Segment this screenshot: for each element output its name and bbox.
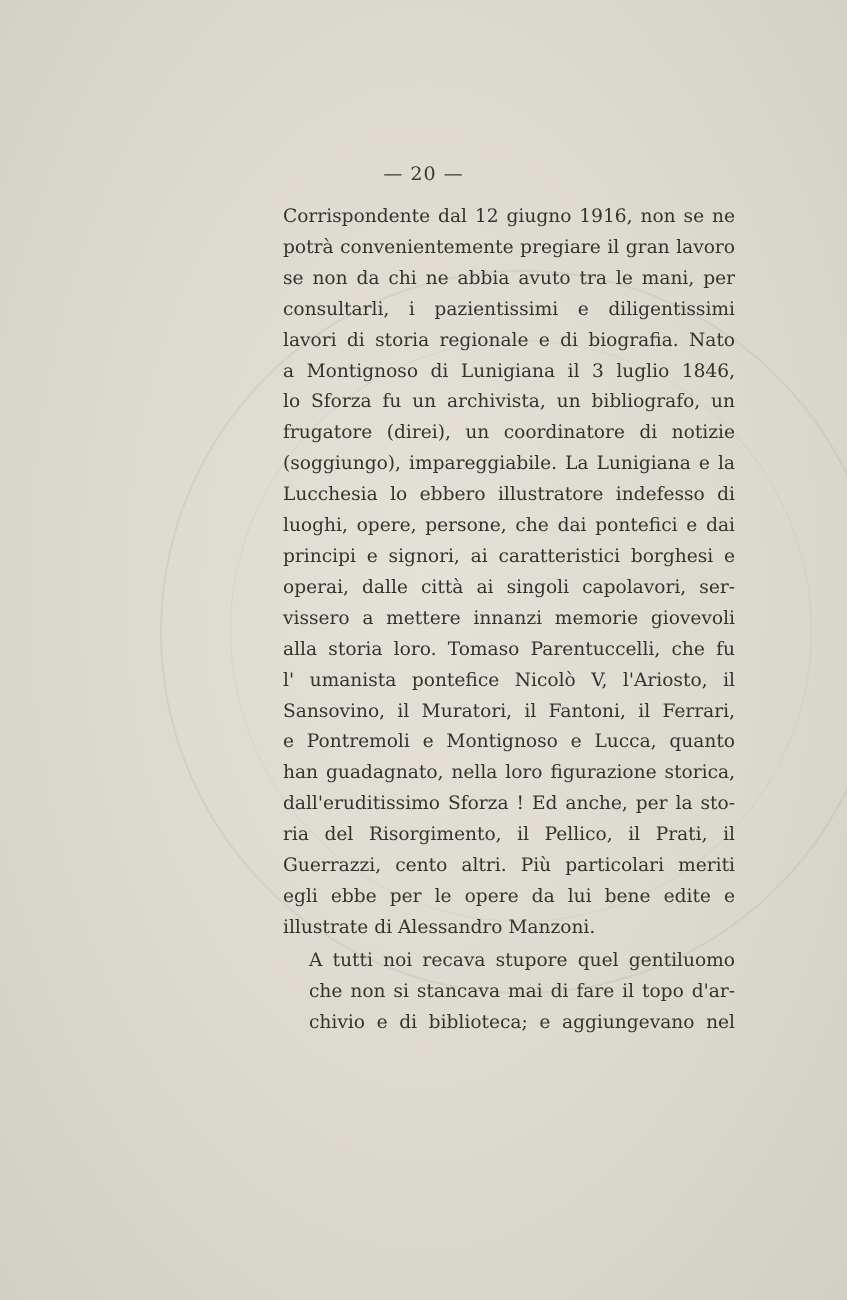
text-line: dall'eruditissimo Sforza ! Ed anche, per la sto- [283, 793, 735, 815]
text-line: vissero a mettere innanzi memorie giovevoli [283, 607, 735, 629]
text-line: (soggiungo), impareggiabile. La Lunigiana e la [283, 453, 735, 475]
text-line: se non da chi ne abbia avuto tra le mani, per [283, 267, 735, 289]
text-line: alla storia loro. Tomaso Parentuccelli, che fu [283, 638, 735, 660]
text-line: l' umanista pontefice Nicolò V, l'Ariosto, il [283, 669, 735, 691]
text-line: Sansovino, il Muratori, il Fantoni, il Ferrari, [283, 700, 735, 722]
text-line: Lucchesia lo ebbero illustratore indefesso di [283, 484, 735, 506]
text-line: consultarli, i pazientissimi e diligentissimi [283, 298, 735, 320]
page-number-label: — 20 — [383, 163, 464, 185]
text-line: egli ebbe per le opere da lui bene edite e [283, 885, 735, 907]
text-line: lo Sforza fu un archivista, un bibliografo, un [283, 391, 735, 413]
text-line: principi e signori, ai caratteristici borghesi e [283, 545, 735, 567]
text-line: a Montignoso di Lunigiana il 3 luglio 1846, [283, 360, 735, 382]
text-line: luoghi, opere, persone, che dai pontefici e dai [283, 515, 735, 537]
paragraph-2 [283, 946, 735, 1039]
text-line: frugatore (direi), un coordinatore di notizie [283, 422, 735, 444]
text-line: ria del Risorgimento, il Pellico, il Prati, il [283, 824, 735, 846]
paragraph-1 [283, 202, 735, 944]
text-line: che non si stancava mai di fare il topo d'ar- [309, 980, 735, 1002]
page-number [0, 163, 847, 185]
text-line: potrà convenientemente pregiare il gran lavoro [283, 236, 735, 258]
text-line: operai, dalle città ai singoli capolavori, ser- [283, 576, 735, 598]
text-line: A tutti noi recava stupore quel gentiluomo [309, 949, 735, 971]
text-line: Corrispondente dal 12 giugno 1916, non se ne [283, 206, 735, 227]
text-line: illustrate di Alessandro Manzoni. [283, 916, 596, 938]
text-line: han guadagnato, nella loro figurazione storica, [283, 762, 735, 784]
text-line: e Pontremoli e Montignoso e Lucca, quanto [283, 731, 735, 753]
text-line: Guerrazzi, cento altri. Più particolari meriti [283, 855, 735, 877]
body-text [283, 202, 735, 1038]
text-line: lavori di storia regionale e di biografia. Nato [283, 329, 735, 351]
text-line: chivio e di biblioteca; e aggiungevano nel [309, 1011, 735, 1033]
